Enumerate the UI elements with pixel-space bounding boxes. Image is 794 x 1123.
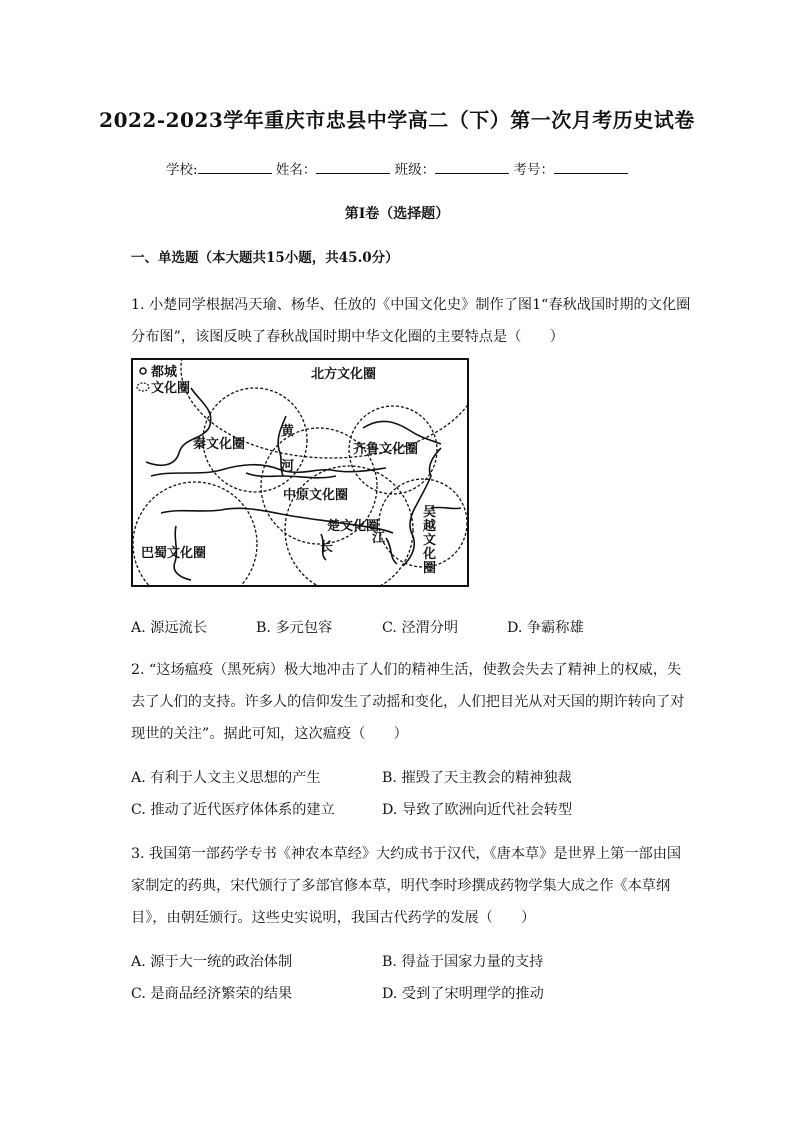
svg-text:化: 化 xyxy=(423,547,437,562)
class-blank[interactable] xyxy=(435,161,509,174)
exam-no-blank[interactable] xyxy=(554,161,628,174)
q3-option-d[interactable]: D. 受到了宋明理学的推动 xyxy=(382,986,544,1002)
part-heading: 一、单选题（本大题共15小题，共45.0分） xyxy=(131,250,399,266)
label-river-huang: 黄 xyxy=(281,424,295,439)
name-blank[interactable] xyxy=(316,161,390,174)
q1-option-d[interactable]: D. 争霸称雄 xyxy=(507,620,584,636)
class-label: 班级： xyxy=(394,162,436,178)
question-1-stem: 1. 小楚同学根据冯天瑜、杨华、任放的《中国文化史》制作了图1“春秋战国时期的文化圈分布图”，该图反映了春秋战国时期中华文化圈的主要特点是（ ） xyxy=(131,297,691,345)
legend-capital: 都城 xyxy=(151,365,178,380)
legend-culture-circle: 文化圈 xyxy=(151,381,191,396)
q1-option-b[interactable]: B. 多元包容 xyxy=(256,620,333,636)
school-label: 学校: xyxy=(166,162,198,178)
label-river-jiang: 江 xyxy=(372,531,386,546)
label-bashu: 巴蜀文化圈 xyxy=(141,546,207,561)
q2-option-b[interactable]: B. 摧毁了天主教会的精神独裁 xyxy=(382,770,572,786)
section-title: 第Ⅰ卷（选择题） xyxy=(344,206,450,222)
label-wuyue xyxy=(422,505,436,576)
svg-text:越: 越 xyxy=(423,519,437,534)
exam-title: 2022-2023学年重庆市忠县中学高二（下）第一次月考历史试卷 xyxy=(99,108,695,132)
q1-option-c[interactable]: C. 泾渭分明 xyxy=(382,620,459,636)
svg-text:文: 文 xyxy=(423,533,437,548)
q3-option-b[interactable]: B. 得益于国家力量的支持 xyxy=(382,954,544,970)
question-3-stem: 3. 我国第一部药学专书《神农本草经》大约成书于汉代，《唐本草》是世界上第一部由国家制定的药典，宋代颁行了多部官修本草，明代李时珍撰成药物学集大成之作《本草纲目》，由朝廷颁行。这些史实说明，我国古代药学的发展（ ） xyxy=(131,846,682,926)
label-river-he: 河 xyxy=(281,459,295,474)
q2-option-a[interactable]: A. 有利于人文主义思想的产生 xyxy=(131,770,321,786)
q2-option-c[interactable]: C. 推动了近代医疗体体系的建立 xyxy=(131,802,335,818)
name-label: 姓名： xyxy=(275,162,317,178)
label-zhongyuan: 中原文化圈 xyxy=(283,488,349,503)
capital-legend-icon xyxy=(140,368,146,374)
school-blank[interactable] xyxy=(198,161,272,174)
q3-option-a[interactable]: A. 源于大一统的政治体制 xyxy=(131,954,293,970)
culture-circle-map xyxy=(131,358,469,587)
label-river-chang: 长 xyxy=(320,540,334,555)
label-north: 北方文化圈 xyxy=(311,367,377,382)
label-qin: 秦文化圈 xyxy=(193,437,246,452)
svg-text:吴: 吴 xyxy=(423,505,437,520)
q2-option-d[interactable]: D. 导致了欧洲向近代社会转型 xyxy=(382,802,573,818)
question-2-stem: 2. “这场瘟疫（黑死病）极大地冲击了人们的精神生活，使教会失去了精神上的权威，失去了人们的支持。许多人的信仰发生了动摇和变化，人们把目光从对天国的期许转向了对现世的关注”。据此可知，这次瘟疫（ ） xyxy=(131,662,685,742)
exam-no-label: 考号： xyxy=(513,162,554,178)
label-chu: 楚文化圈 xyxy=(327,519,380,534)
student-info-line xyxy=(0,158,794,178)
label-qilu: 齐鲁文化圈 xyxy=(353,442,419,457)
q1-option-a[interactable]: A. 源远流长 xyxy=(131,620,208,636)
q3-option-c[interactable]: C. 是商品经济繁荣的结果 xyxy=(131,986,293,1002)
svg-text:圈: 圈 xyxy=(423,561,437,576)
